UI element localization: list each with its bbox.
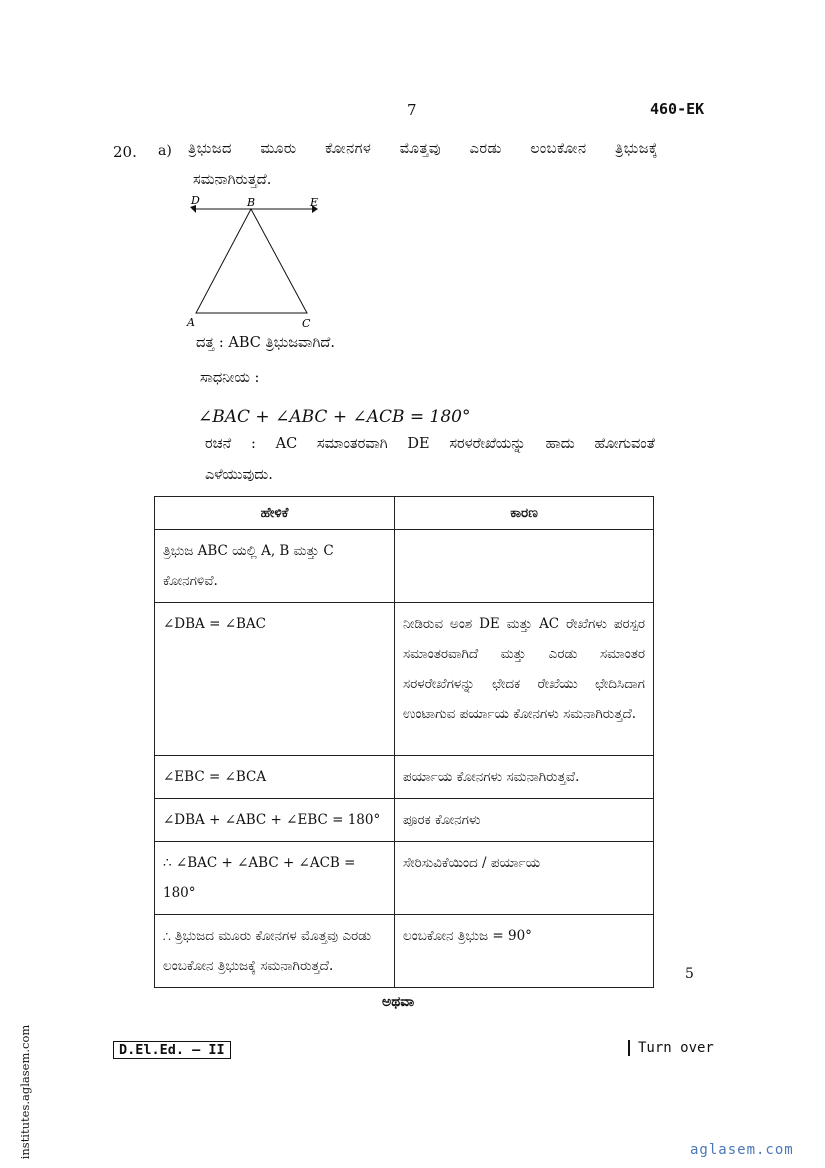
reason-cell: ಲಂಬಕೋನ ತ್ರಿಭುಜ = 90° xyxy=(395,915,654,988)
to-prove-equation: ∠BAC + ∠ABC + ∠ACB = 180° xyxy=(198,407,471,427)
question-number: 20. xyxy=(113,143,137,161)
turn-over-label: Turn over xyxy=(628,1040,714,1056)
statement-cell: ∴ ತ್ರಿಭುಜದ ಮೂರು ಕೋನಗಳ ಮೊತ್ತವು ಎರಡು ಲಂಬಕೋನ ತ್ರಿಭುಜಕ್ಕೆ ಸಮನಾಗಿರುತ್ತದೆ. xyxy=(155,915,395,988)
statement-cell: ∠DBA = ∠BAC xyxy=(155,603,395,756)
label-a: A xyxy=(187,316,195,329)
course-code: D.El.Ed. – II xyxy=(113,1041,231,1059)
table-header-row xyxy=(155,497,654,530)
label-e: E xyxy=(310,196,319,209)
reason-cell: ಸೇರಿಸುವಿಕೆಯಿಂದ / ಪರ್ಯಾಯ xyxy=(395,842,654,915)
label-b: B xyxy=(247,196,256,209)
given-statement: ದತ್ತ : ABC ತ್ರಿಭುಜವಾಗಿದೆ. xyxy=(196,335,335,351)
table-row xyxy=(155,756,654,799)
table-row xyxy=(155,915,654,988)
page-number: 7 xyxy=(407,101,417,119)
or-label: ಅಥವಾ xyxy=(382,994,415,1010)
to-prove-label: ಸಾಧನೀಯ : xyxy=(200,370,260,386)
proof-table xyxy=(154,496,654,988)
reason-cell: ಪರ್ಯಾಯ ಕೋನಗಳು ಸಮನಾಗಿರುತ್ತವೆ. xyxy=(395,756,654,799)
statement-cell: ∠DBA + ∠ABC + ∠EBC = 180° xyxy=(155,799,395,842)
statement-cell: ∠EBC = ∠BCA xyxy=(155,756,395,799)
reason-cell xyxy=(395,530,654,603)
table-row xyxy=(155,799,654,842)
side-watermark: institutes.aglasem.com xyxy=(18,1024,32,1160)
table-row xyxy=(155,603,654,756)
site-watermark[interactable]: aglasem.com xyxy=(690,1142,794,1158)
header-reason: ಕಾರಣ xyxy=(395,497,654,530)
reason-cell: ಪೂರಕ ಕೋನಗಳು xyxy=(395,799,654,842)
marks: 5 xyxy=(685,966,694,982)
table-row xyxy=(155,530,654,603)
question-statement-line1: ತ್ರಿಭುಜದ ಮೂರು ಕೋನಗಳ ಮೊತ್ತವು ಎರಡು ಲಂಬಕೋನ ತ್ರಿಭುಜಕ್ಕೆ xyxy=(188,141,658,157)
construction-line1: ರಚನೆ : AC ಸಮಾಂತರವಾಗಿ DE ಸರಳರೇಖೆಯನ್ನು ಹಾದು ಹೋಗುವಂತೆ xyxy=(205,436,655,452)
label-c: C xyxy=(302,317,311,330)
construction-line2: ಎಳೆಯುವುದು. xyxy=(205,467,273,483)
table-row xyxy=(155,842,654,915)
question-statement-line2: ಸಮನಾಗಿರುತ್ತದೆ. xyxy=(193,172,272,188)
label-d: D xyxy=(191,194,200,207)
triangle-abc xyxy=(196,209,307,313)
triangle-figure xyxy=(180,190,330,335)
statement-cell: ತ್ರಿಭುಜ ABC ಯಲ್ಲಿ A, B ಮತ್ತು C ಕೋನಗಳಿವೆ. xyxy=(155,530,395,603)
header-statement: ಹೇಳಿಕೆ xyxy=(155,497,395,530)
reason-cell: ನೀಡಿರುವ ಅಂಶ DE ಮತ್ತು AC ರೇಖೆಗಳು ಪರಸ್ಪರ ಸಮಾಂತರವಾಗಿದೆ ಮತ್ತು ಎರಡು ಸಮಾಂತರ ಸರಳರೇಖೆಗಳನ್ನು ಛೇದಕ ರೇಖೆಯು ಛೇದಿಸಿದಾಗ ಉಂಟಾಗುವ ಪರ್ಯಾಯ ಕೋನಗಳು ಸಮನಾಗಿರುತ್ತದೆ. xyxy=(395,603,654,756)
question-part: a) xyxy=(158,143,172,159)
paper-code: 460-EK xyxy=(650,100,705,118)
statement-cell: ∴ ∠BAC + ∠ABC + ∠ACB = 180° xyxy=(155,842,395,915)
